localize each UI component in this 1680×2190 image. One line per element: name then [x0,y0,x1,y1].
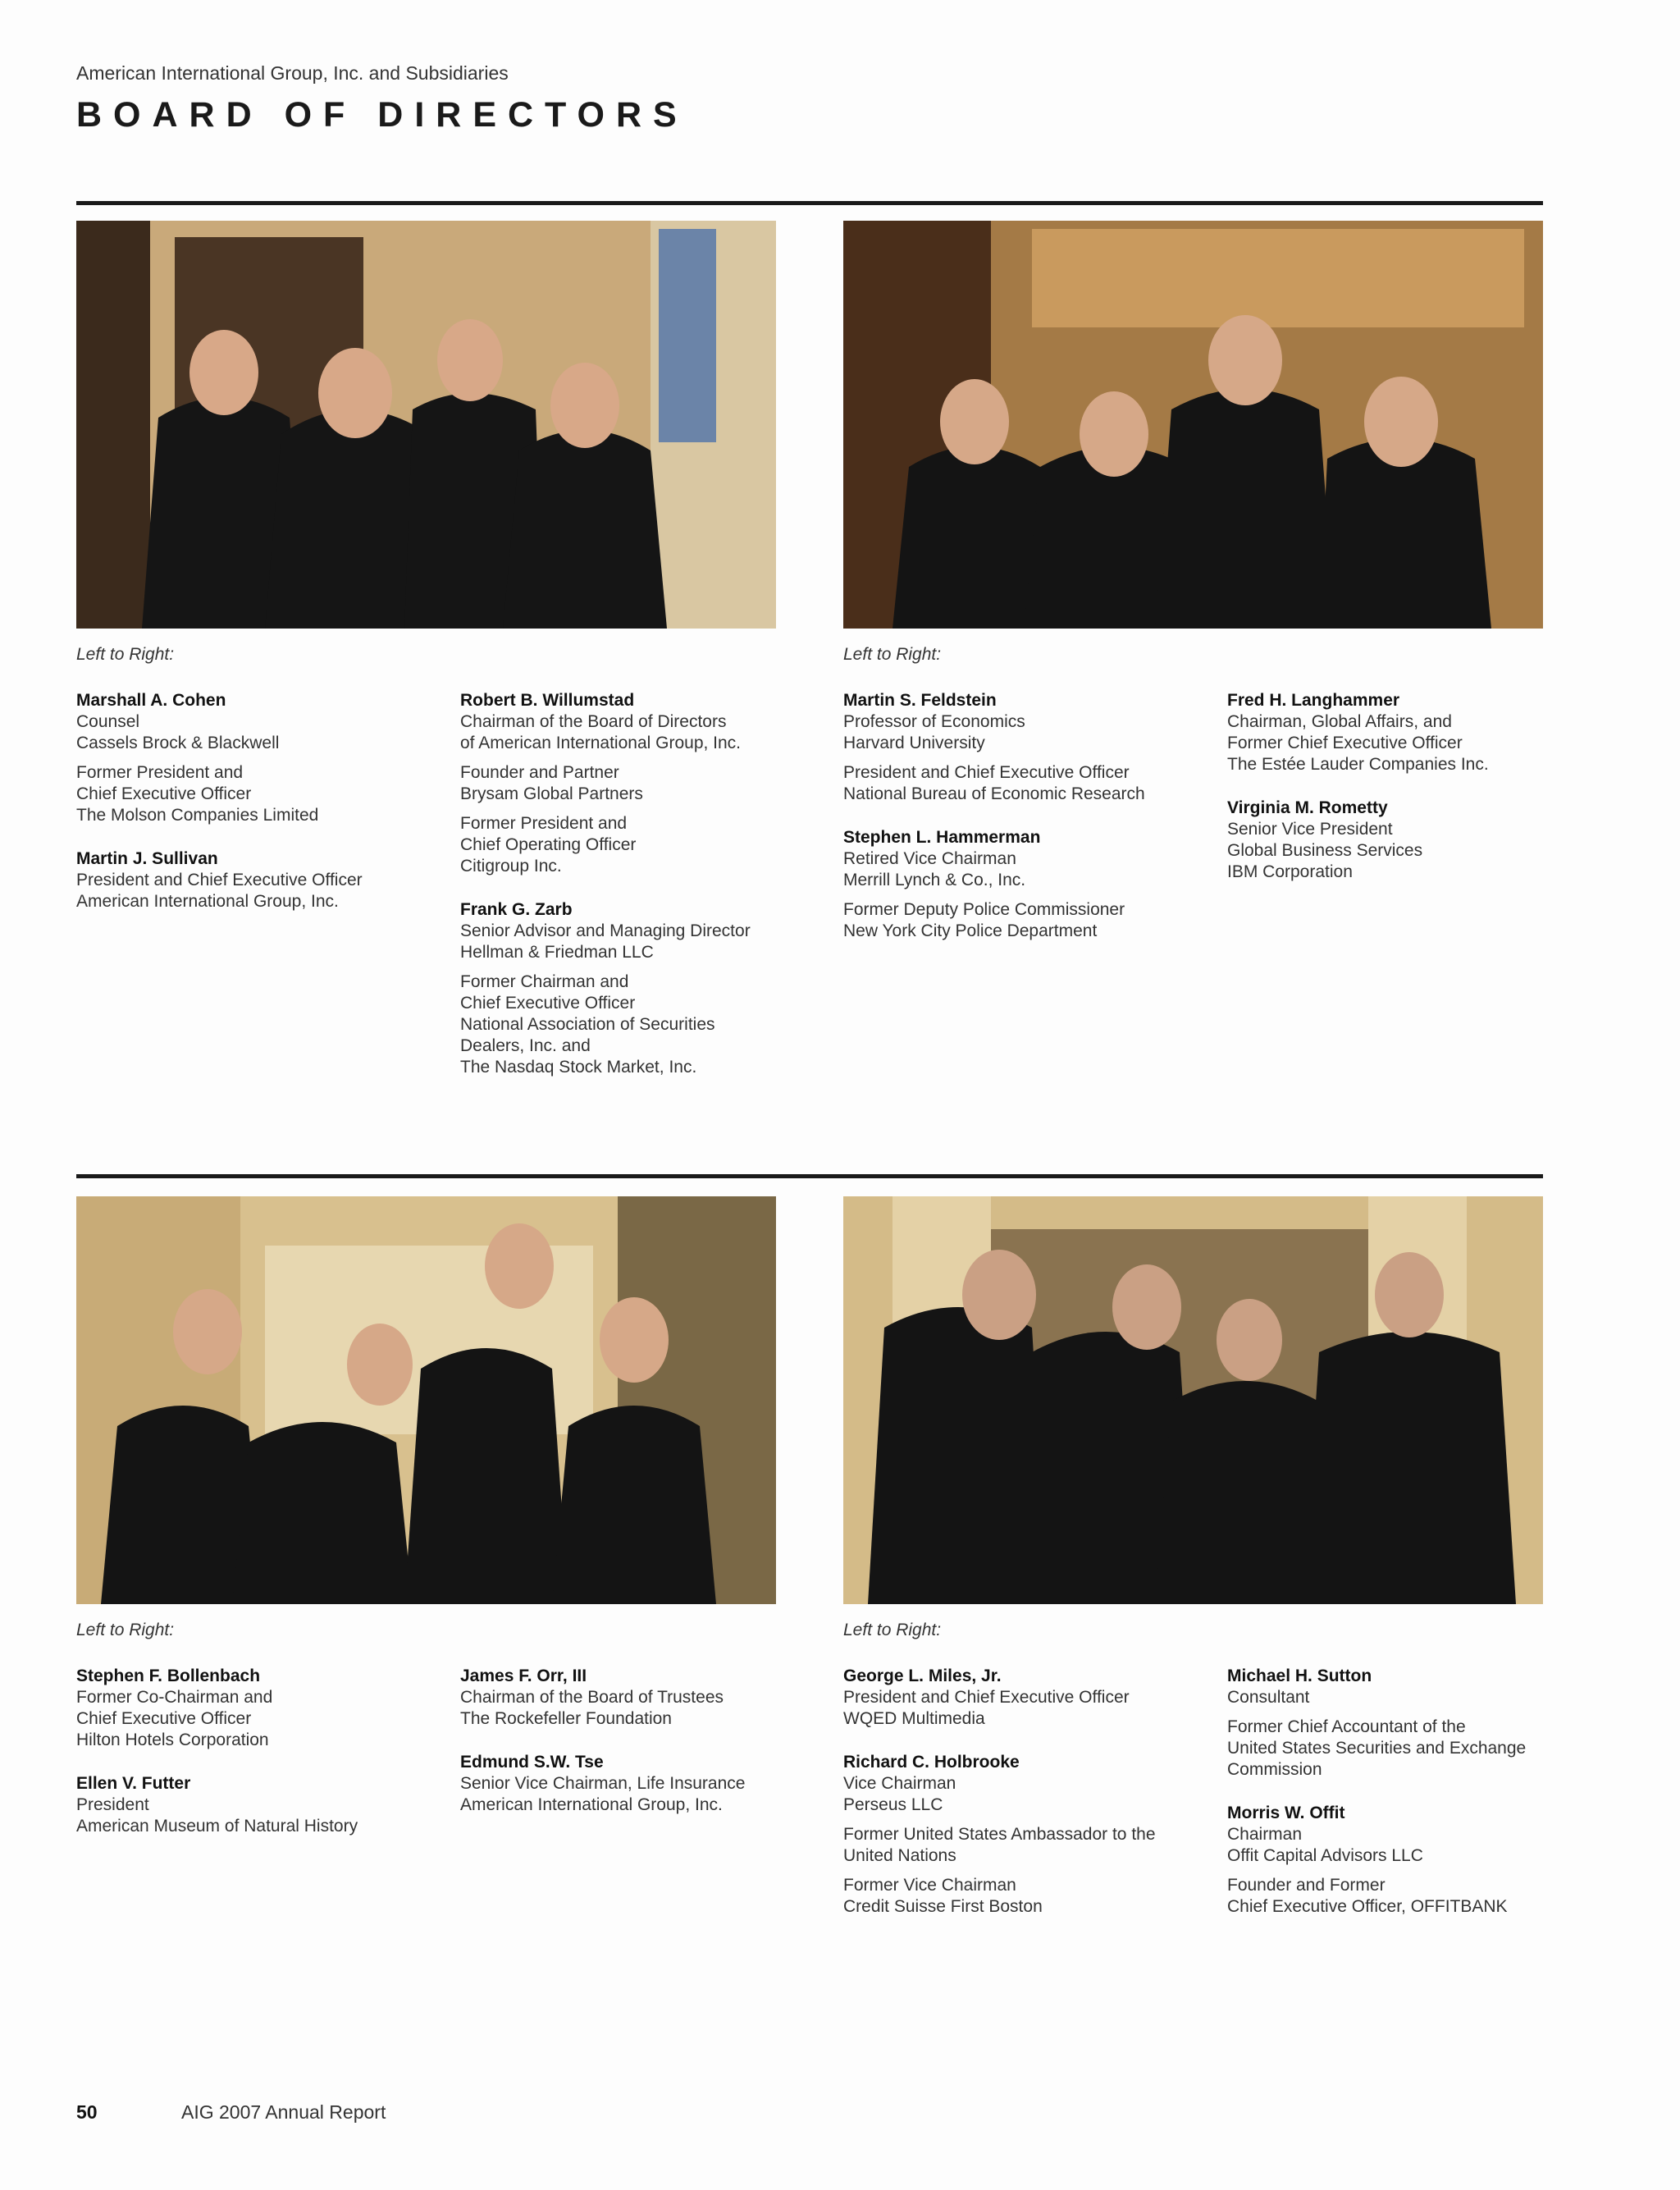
section-divider-top [76,201,1543,205]
role-line: Senior Vice President [1227,820,1393,839]
director-role [460,1773,821,1816]
section-divider-bottom [76,1174,1543,1178]
page-title: BOARD OF DIRECTORS [76,95,688,135]
director-entry [76,848,437,912]
director-role [1227,1824,1588,1867]
director-entry [460,1666,821,1730]
role-line: Former United States Ambassador to the [843,1825,1156,1844]
role-line: Consultant [1227,1688,1310,1707]
role-line: President and Chief Executive Officer [843,763,1130,782]
director-entry [1227,798,1588,883]
role-line: Former Deputy Police Commissioner [843,900,1125,919]
role-line: American International Group, Inc. [76,892,339,911]
director-role [460,813,821,877]
director-role [843,899,1204,942]
role-line: Chief Executive Officer [460,994,636,1013]
director-name: Morris W. Offit [1227,1804,1345,1822]
role-line: Chairman [1227,1825,1303,1844]
role-line: The Molson Companies Limited [76,806,319,825]
director-role [460,921,821,963]
role-line: President and Chief Executive Officer [843,1688,1130,1707]
role-line: New York City Police Department [843,921,1098,940]
director-name: Frank G. Zarb [460,900,573,919]
director-role [1227,1717,1588,1781]
role-line: United Nations [843,1846,956,1865]
director-role [1227,819,1588,883]
director-column [843,1666,1204,1940]
director-entry [843,827,1204,942]
director-role [843,1687,1204,1730]
director-role [1227,1875,1588,1918]
director-role [843,711,1204,754]
board-photo-4 [843,1196,1543,1604]
director-role [460,972,821,1078]
director-name: Stephen L. Hammerman [843,828,1041,847]
director-role [843,848,1204,891]
role-line: United States Securities and Exchange [1227,1739,1527,1758]
director-column [460,690,821,1100]
role-line: Former Vice Chairman [843,1876,1016,1895]
role-line: Founder and Former [1227,1876,1386,1895]
director-role [460,762,821,805]
director-entry [460,690,821,877]
director-column [76,1666,437,1859]
director-entry [843,1752,1204,1918]
director-column [460,1666,821,1838]
role-line: President [76,1795,149,1814]
director-name: James F. Orr, III [460,1667,587,1685]
director-entry [76,1773,437,1837]
role-line: Citigroup Inc. [460,857,562,876]
board-photo-2 [843,221,1543,629]
role-line: Offit Capital Advisors LLC [1227,1846,1423,1865]
director-column [76,690,437,935]
role-line: Perseus LLC [843,1795,943,1814]
role-line: Harvard University [843,734,985,752]
role-line: American International Group, Inc. [460,1795,723,1814]
role-line: WQED Multimedia [843,1709,985,1728]
report-title: AIG 2007 Annual Report [181,2101,386,2123]
role-line: Former Chief Accountant of the [1227,1717,1466,1736]
director-entry [460,899,821,1078]
role-line: Cassels Brock & Blackwell [76,734,280,752]
director-role [76,762,437,826]
director-name: Marshall A. Cohen [76,691,226,710]
board-photo-3 [76,1196,776,1604]
photo-caption: Left to Right: [76,1621,175,1639]
photo-caption: Left to Right: [76,645,175,664]
director-entry [460,1752,821,1816]
role-line: Former President and [460,814,628,833]
role-line: Chief Executive Officer [76,1709,252,1728]
role-line: Chairman, Global Affairs, and [1227,712,1452,731]
director-name: Fred H. Langhammer [1227,691,1400,710]
role-line: Former Chief Executive Officer [1227,734,1463,752]
director-entry [76,1666,437,1751]
director-role [1227,1687,1588,1708]
role-line: Merrill Lynch & Co., Inc. [843,871,1026,889]
role-line: Professor of Economics [843,712,1025,731]
role-line: National Bureau of Economic Research [843,784,1145,803]
director-role [843,1773,1204,1816]
role-line: Credit Suisse First Boston [843,1897,1043,1916]
role-line: IBM Corporation [1227,862,1353,881]
role-line: Brysam Global Partners [460,784,643,803]
role-line: Senior Vice Chairman, Life Insurance [460,1774,746,1793]
director-name: Ellen V. Futter [76,1774,191,1793]
director-column [1227,1666,1588,1940]
role-line: Founder and Partner [460,763,619,782]
director-role [76,1795,437,1837]
role-line: Chief Executive Officer [76,784,252,803]
director-name: Edmund S.W. Tse [460,1753,604,1772]
photo-caption: Left to Right: [843,645,942,664]
director-entry [843,1666,1204,1730]
role-line: American Museum of Natural History [76,1817,358,1836]
director-name: Michael H. Sutton [1227,1667,1372,1685]
director-entry [1227,1803,1588,1918]
director-entry [843,690,1204,805]
director-role [76,711,437,754]
role-line: Chairman of the Board of Directors [460,712,727,731]
board-photo-1 [76,221,776,629]
director-name: George L. Miles, Jr. [843,1667,1002,1685]
role-line: National Association of Securities [460,1015,715,1034]
director-role [460,1687,821,1730]
role-line: Vice Chairman [843,1774,956,1793]
director-entry [1227,690,1588,775]
role-line: of American International Group, Inc. [460,734,742,752]
role-line: President and Chief Executive Officer [76,871,363,889]
director-name: Stephen F. Bollenbach [76,1667,261,1685]
director-column [843,690,1204,964]
director-role [76,870,437,912]
director-name: Virginia M. Rometty [1227,798,1388,817]
role-line: The Nasdaq Stock Market, Inc. [460,1058,697,1077]
photo-caption: Left to Right: [843,1621,942,1639]
director-name: Martin J. Sullivan [76,849,218,868]
director-role [843,1875,1204,1918]
role-line: Former Co-Chairman and [76,1688,273,1707]
director-entry [1227,1666,1588,1781]
role-line: Chief Operating Officer [460,835,637,854]
director-role [76,1687,437,1751]
role-line: The Estée Lauder Companies Inc. [1227,755,1489,774]
director-name: Robert B. Willumstad [460,691,635,710]
role-line: Commission [1227,1760,1322,1779]
role-line: Chairman of the Board of Trustees [460,1688,724,1707]
director-entry [76,690,437,826]
director-role [843,762,1204,805]
role-line: Counsel [76,712,140,731]
director-role [843,1824,1204,1867]
role-line: Retired Vice Chairman [843,849,1016,868]
role-line: Former Chairman and [460,972,629,991]
role-line: The Rockefeller Foundation [460,1709,672,1728]
page-number: 50 [76,2101,98,2123]
role-line: Senior Advisor and Managing Director [460,921,751,940]
role-line: Chief Executive Officer, OFFITBANK [1227,1897,1508,1916]
director-column [1227,690,1588,905]
company-subtitle: American International Group, Inc. and Subsidiaries [76,62,509,84]
role-line: Global Business Services [1227,841,1423,860]
role-line: Hellman & Friedman LLC [460,943,654,962]
director-name: Martin S. Feldstein [843,691,997,710]
role-line: Hilton Hotels Corporation [76,1731,269,1749]
role-line: Former President and [76,763,244,782]
role-line: Dealers, Inc. and [460,1036,591,1055]
director-role [1227,711,1588,775]
director-role [460,711,821,754]
director-name: Richard C. Holbrooke [843,1753,1020,1772]
